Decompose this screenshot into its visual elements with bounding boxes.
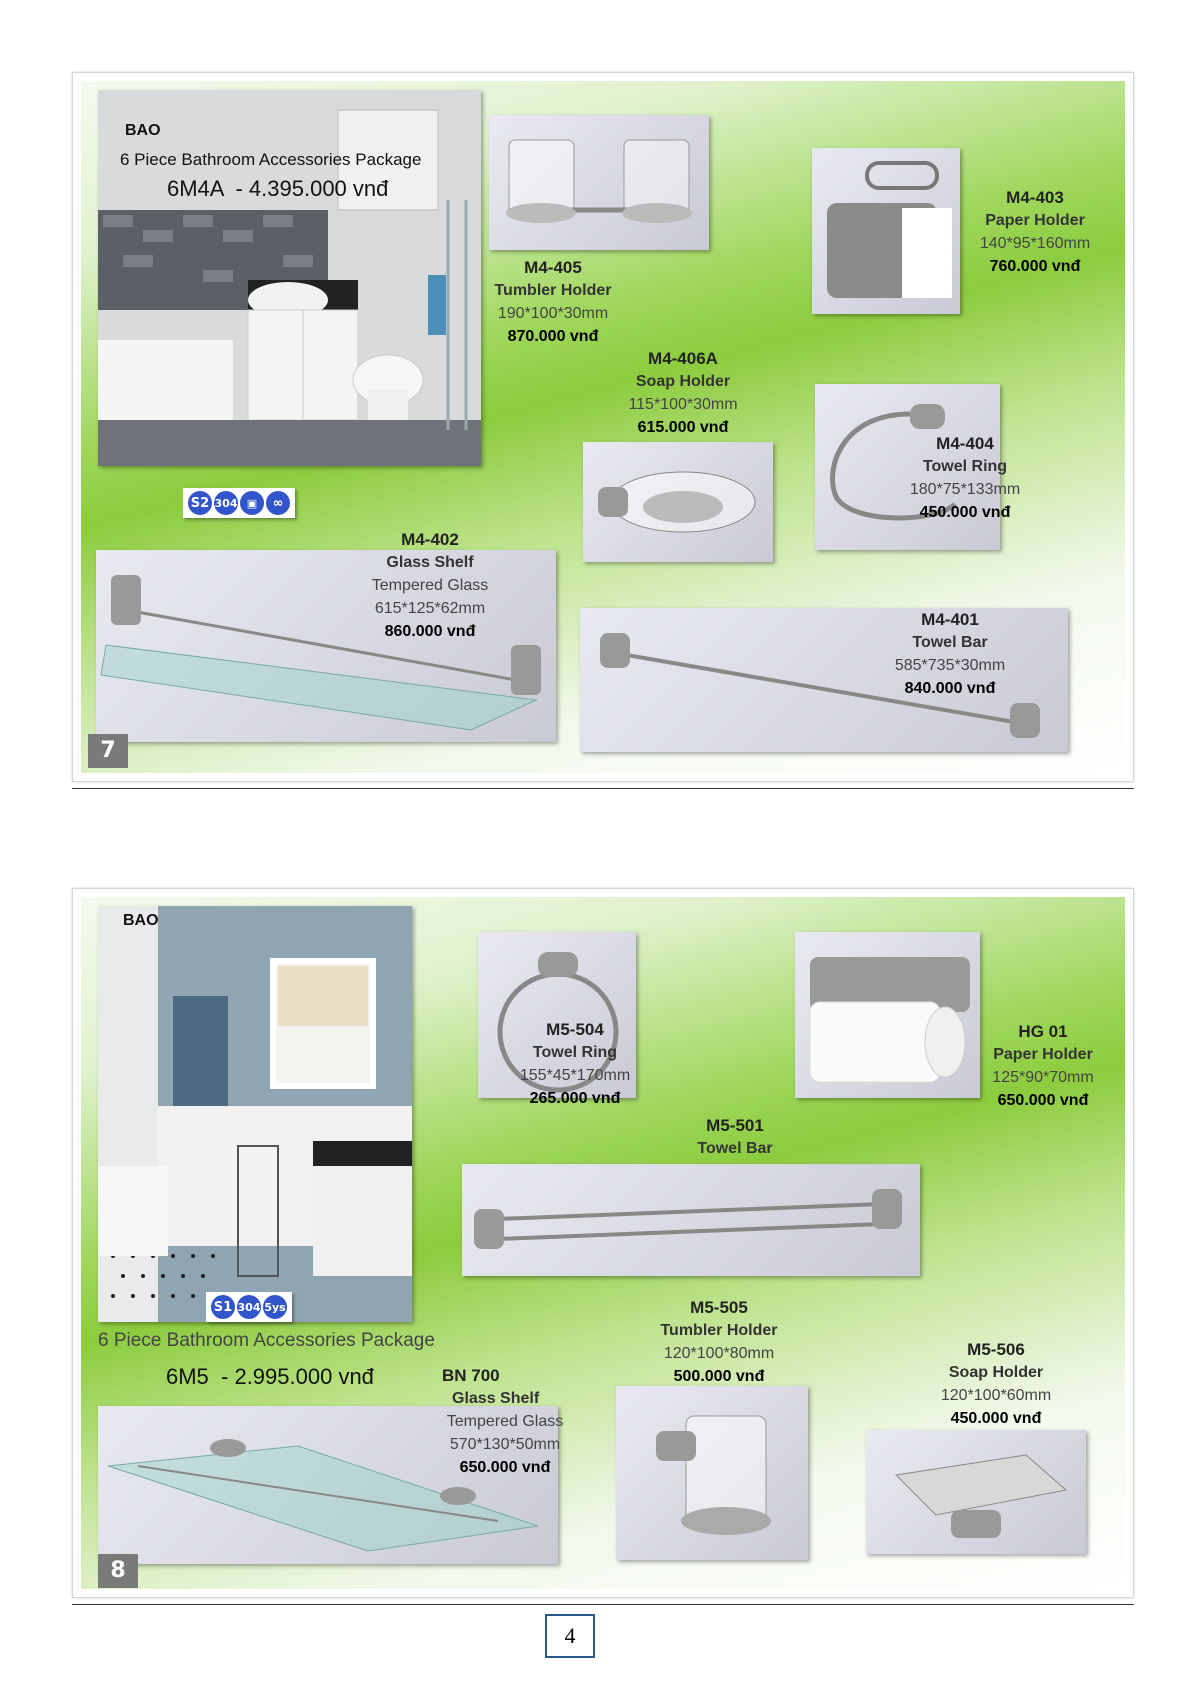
- product-label-bn700: [420, 1364, 590, 1479]
- product-label-m4-403: [960, 186, 1110, 278]
- product-dimensions: 120*100*80mm: [663, 1345, 775, 1362]
- product-dimensions: 140*95*160mm: [979, 235, 1091, 252]
- product-price: 860.000 vnđ: [384, 623, 476, 640]
- product-name: Glass Shelf: [386, 554, 474, 571]
- product-image-paper-holder: [812, 148, 960, 314]
- package-title-7: 6 Piece Bathroom Accessories Package: [120, 150, 422, 169]
- product-price: 650.000 vnđ: [459, 1459, 551, 1476]
- product-name: Towel Ring: [532, 1044, 618, 1061]
- package-price-8: 6M5 - 2.995.000 vnđ: [166, 1364, 374, 1389]
- towel-bar-icon: [462, 1164, 920, 1276]
- product-label-m5-505: [644, 1296, 794, 1388]
- badge-304: 304: [237, 1295, 261, 1319]
- product-price: 450.000 vnđ: [950, 1410, 1042, 1427]
- product-name: Paper Holder: [985, 212, 1085, 229]
- paper-holder-icon: [795, 932, 980, 1098]
- feature-badges-8: [206, 1292, 292, 1322]
- product-label-m4-401: [875, 608, 1025, 700]
- product-code: M4-401: [921, 610, 979, 629]
- bathroom-illustration: [98, 906, 412, 1322]
- product-price: 870.000 vnđ: [507, 328, 599, 345]
- tumbler-holder-icon: [489, 115, 709, 250]
- paper-holder-icon: [812, 148, 960, 314]
- badge-s1: S1: [211, 1295, 235, 1319]
- product-name: Tumbler Holder: [660, 1322, 778, 1339]
- product-code: M4-405: [524, 258, 582, 277]
- product-dimensions: 585*735*30mm: [894, 657, 1006, 674]
- product-code: M4-402: [401, 530, 459, 549]
- bathroom-illustration: [98, 90, 481, 466]
- product-name: Towel Bar: [697, 1140, 773, 1157]
- product-dimensions: 615*125*62mm: [374, 600, 486, 617]
- badge-304: 304: [214, 491, 238, 515]
- product-label-m4-405: [478, 256, 628, 348]
- product-material: Tempered Glass: [371, 577, 489, 594]
- product-price: 615.000 vnđ: [637, 419, 729, 436]
- product-price: 265.000 vnđ: [529, 1090, 621, 1107]
- product-dimensions: 570*130*50mm: [449, 1436, 561, 1453]
- product-label-m4-404: [890, 432, 1040, 524]
- soap-holder-icon: [583, 442, 773, 562]
- product-image-soap-holder: [583, 442, 773, 562]
- product-code: HG 01: [1018, 1022, 1068, 1041]
- product-dimensions: 120*100*60mm: [940, 1387, 1052, 1404]
- product-image-towel-bar-m5: [462, 1164, 920, 1276]
- product-label-m4-402: [340, 528, 520, 643]
- badge-5ys: 5ys: [263, 1295, 287, 1319]
- product-image-paper-holder-hg01: [795, 932, 980, 1098]
- product-label-m5-506: [921, 1338, 1071, 1430]
- product-price: 500.000 vnđ: [673, 1368, 765, 1385]
- soap-holder-icon: [866, 1430, 1086, 1554]
- product-name: Tumbler Holder: [494, 282, 612, 299]
- product-code: M4-403: [1006, 188, 1064, 207]
- product-image-tumbler-holder: [489, 115, 709, 250]
- bathroom-photo-8: [98, 906, 412, 1322]
- brand-label-8: BAO: [123, 912, 159, 929]
- badge-infinity-icon: ∞: [266, 491, 290, 515]
- product-price: 840.000 vnđ: [904, 680, 996, 697]
- product-name: Paper Holder: [993, 1046, 1093, 1063]
- product-dimensions: 180*75*133mm: [909, 481, 1021, 498]
- product-label-m5-504: [500, 1018, 650, 1110]
- product-name: Soap Holder: [948, 1364, 1044, 1381]
- product-code: M5-504: [546, 1020, 604, 1039]
- product-name: Soap Holder: [635, 373, 731, 390]
- product-dimensions: 190*100*30mm: [497, 305, 609, 322]
- product-dimensions: 115*100*30mm: [628, 396, 738, 413]
- product-name: Towel Bar: [912, 634, 988, 651]
- product-code: M5-501: [706, 1116, 764, 1135]
- page-number: 4: [545, 1614, 595, 1658]
- product-price: 450.000 vnđ: [919, 504, 1011, 521]
- badge-cube-icon: ▣: [240, 491, 264, 515]
- product-code: M4-404: [936, 434, 994, 453]
- brand-label-7: BAO: [125, 122, 161, 139]
- product-price: 760.000 vnđ: [989, 258, 1081, 275]
- bathroom-photo-7: [98, 90, 481, 466]
- product-code: BN 700: [442, 1366, 500, 1385]
- product-material: Tempered Glass: [446, 1413, 564, 1430]
- product-price: 650.000 vnđ: [997, 1092, 1089, 1109]
- product-label-hg01: [968, 1020, 1118, 1112]
- badge-s2: S2: [188, 491, 212, 515]
- product-image-soap-holder-m5: [866, 1430, 1086, 1554]
- panel-number-8: 8: [98, 1554, 138, 1588]
- product-dimensions: 155*45*170mm: [519, 1067, 631, 1084]
- package-title-8: 6 Piece Bathroom Accessories Package: [98, 1330, 435, 1351]
- product-name: Glass Shelf: [452, 1390, 540, 1407]
- product-label-m4-406a: [608, 347, 758, 439]
- panel-number-7: 7: [88, 734, 128, 768]
- panel-7-bottom-rule: [72, 788, 1134, 789]
- product-image-tumbler-holder-m5: [616, 1386, 808, 1560]
- product-name: Towel Ring: [922, 458, 1008, 475]
- product-code: M5-506: [967, 1340, 1025, 1359]
- panel-8-bottom-rule: [72, 1604, 1134, 1605]
- product-code: M4-406A: [648, 349, 718, 368]
- package-price-7: 6M4A - 4.395.000 vnđ: [167, 176, 389, 201]
- product-dimensions: 125*90*70mm: [992, 1069, 1094, 1086]
- tumbler-holder-icon: [616, 1386, 808, 1560]
- feature-badges-7: [183, 488, 295, 518]
- product-code: M5-505: [690, 1298, 748, 1317]
